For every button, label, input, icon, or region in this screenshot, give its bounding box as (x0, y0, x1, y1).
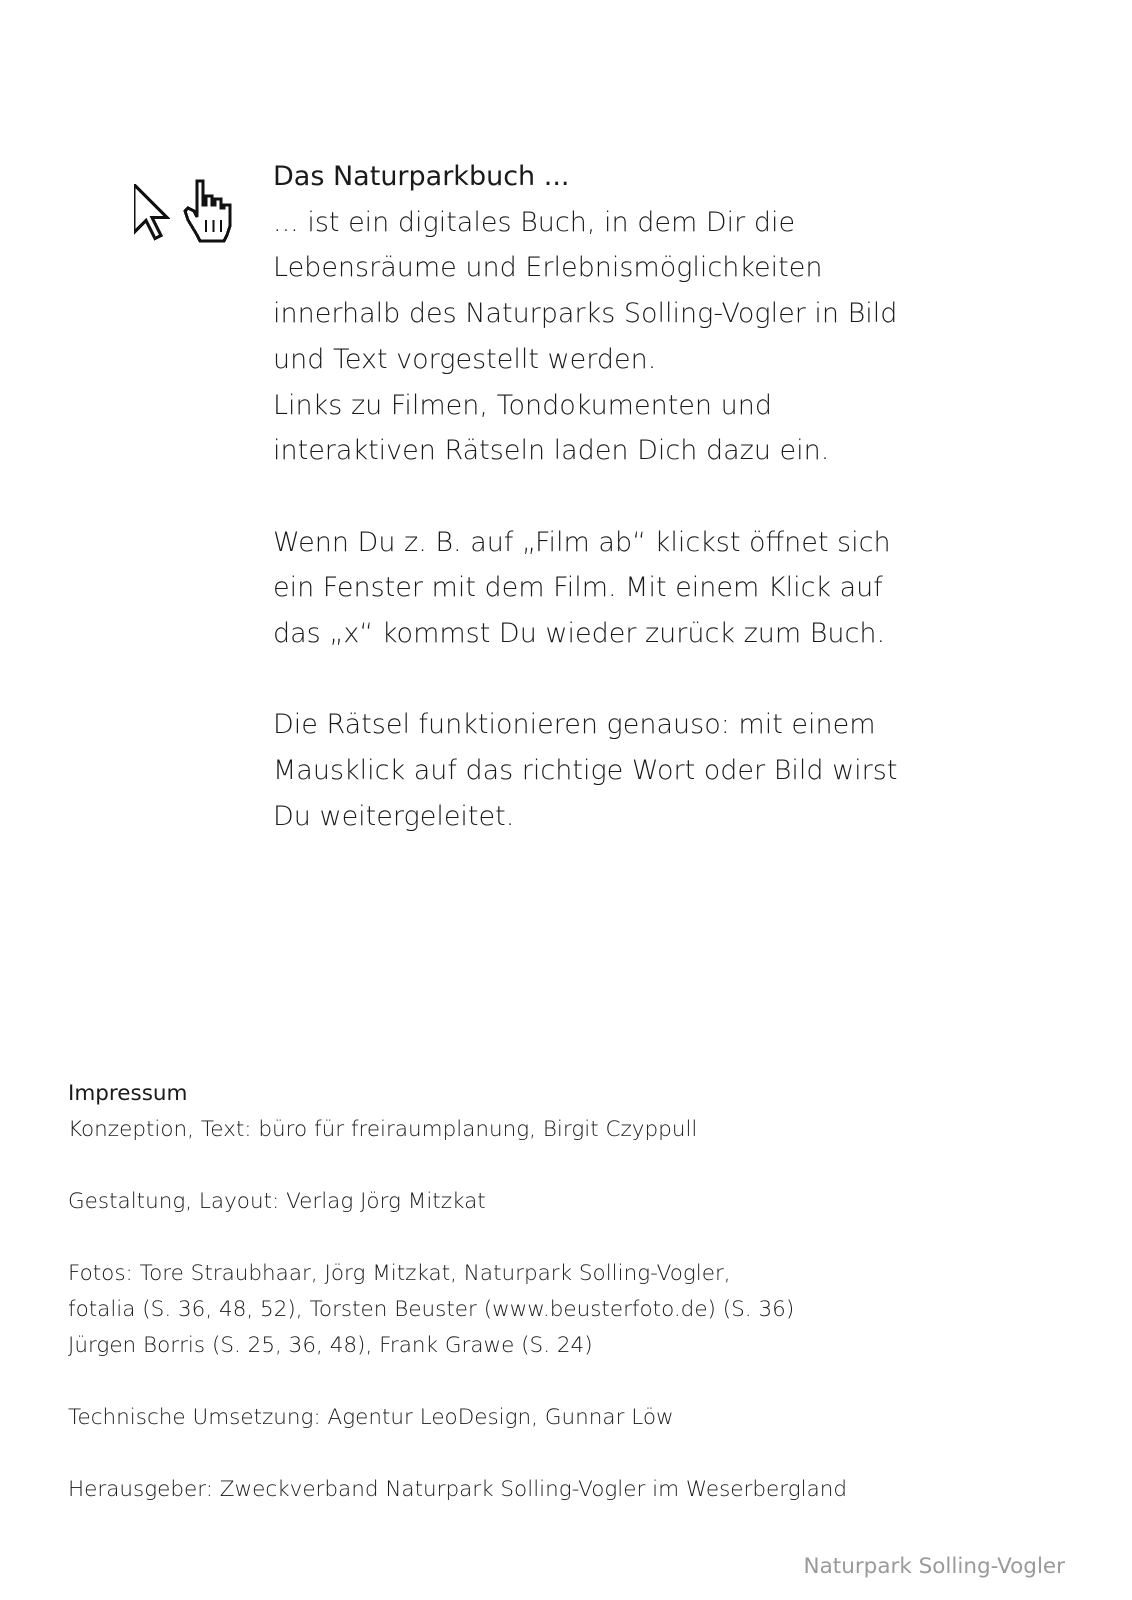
impressum-fotos: Fotos: Tore Straubhaar, Jörg Mitzkat, Naturpark Solling-Vogler, (68, 1261, 731, 1286)
intro-line: und Text vorgestellt werden. (273, 343, 657, 375)
impressum-konzeption: Konzeption, Text: büro für freiraumplanung, Birgit Czyppull (68, 1117, 698, 1142)
puzzle-instruction-line: Die Rätsel funktionieren genauso: mit einem (273, 709, 876, 741)
impressum-spacer (68, 1220, 968, 1256)
intro-line: Lebensräume und Erlebnismöglichkeiten (273, 252, 823, 284)
film-instruction-line: das „x“ kommst Du wieder zurück zum Buch. (273, 618, 886, 650)
intro-text (273, 154, 898, 840)
puzzle-instruction-line: Du weitergeleitet. (273, 800, 515, 832)
film-instruction-line: Wenn Du z. B. auf „Film ab“ klickst öffnet sich (273, 526, 891, 558)
paragraph-spacer (273, 657, 893, 703)
impressum-spacer (68, 1148, 968, 1184)
hand-pointer-icon (182, 178, 236, 244)
paragraph-spacer (273, 474, 893, 520)
arrow-cursor-icon (134, 184, 170, 242)
footer-brand: Naturpark Solling-Vogler (803, 1554, 1065, 1579)
impressum-spacer (68, 1364, 968, 1400)
intro-line: ... ist ein digitales Buch, in dem Dir die (273, 206, 796, 238)
impressum-fotos: Jürgen Borris (S. 25, 36, 48), Frank Grawe (S. 24) (68, 1333, 593, 1358)
impressum-technik: Technische Umsetzung: Agentur LeoDesign, Gunnar Löw (68, 1405, 674, 1430)
intro-line: interaktiven Rätseln laden Dich dazu ein. (273, 435, 830, 467)
film-instruction-line: ein Fenster mit dem Film. Mit einem Klick auf (273, 572, 883, 604)
intro-line: Links zu Filmen, Tondokumenten und (273, 389, 772, 421)
intro-heading: Das Naturparkbuch ... (273, 161, 570, 192)
impressum-herausgeber: Herausgeber: Zweckverband Naturpark Solling-Vogler im Weserbergland (68, 1477, 848, 1502)
impressum-fotos: fotalia (S. 36, 48, 52), Torsten Beuster (www.beusterfoto.de) (S. 36) (68, 1297, 795, 1322)
impressum-gestaltung: Gestaltung, Layout: Verlag Jörg Mitzkat (68, 1189, 486, 1214)
intro-line: innerhalb des Naturparks Solling-Vogler in Bild (273, 298, 898, 330)
impressum-title: Impressum (68, 1081, 188, 1106)
cursor-icons (134, 184, 244, 254)
impressum-spacer (68, 1436, 968, 1472)
puzzle-instruction-line: Mausklick auf das richtige Wort oder Bild wirst (273, 755, 898, 787)
impressum-section (68, 1076, 968, 1508)
